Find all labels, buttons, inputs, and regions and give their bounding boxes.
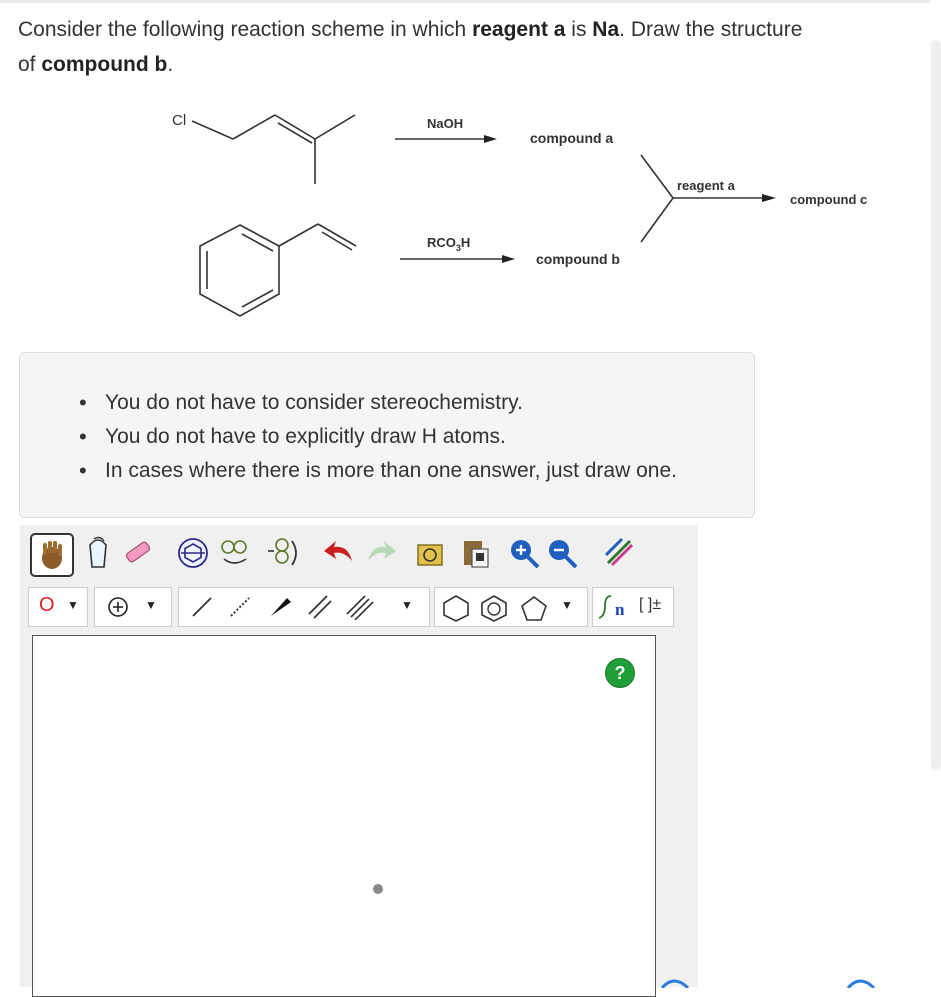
atom-label: O: [39, 594, 55, 616]
hashed-bond-icon[interactable]: [227, 594, 253, 620]
styrene-structure: [200, 224, 356, 316]
instruction-item: • You do not have to explicitly draw H atoms.: [105, 420, 677, 454]
naoh-label: NaOH: [427, 116, 464, 131]
arrow-naoh: [395, 135, 497, 143]
clipboard-icon[interactable]: [458, 535, 494, 571]
hand-tool-button[interactable]: [30, 533, 74, 577]
lasso-icon[interactable]: [84, 535, 112, 571]
editor-toolbar-bottom: [28, 581, 688, 631]
instructions-list: [105, 386, 677, 488]
integral-icon: [599, 594, 615, 620]
compound-c-label: compound c: [790, 192, 868, 207]
ring-tools: [434, 587, 588, 627]
compound-b-label: compound b: [536, 251, 620, 267]
double-bond-icon[interactable]: [307, 594, 333, 620]
single-bond-icon[interactable]: [189, 594, 215, 620]
instruction-item: • You do not have to consider stereochemistry.: [105, 386, 677, 420]
compound-a-label: compound a: [530, 130, 614, 146]
cyclohexane-icon[interactable]: [441, 594, 471, 622]
chloro-alkene-structure: [192, 115, 355, 184]
charge-selector[interactable]: [94, 587, 172, 627]
ring-template-icon[interactable]: [175, 535, 211, 571]
drawing-canvas[interactable]: [32, 635, 656, 997]
chain-icon[interactable]: [218, 535, 262, 571]
sn-label: n: [615, 600, 625, 619]
benzene-icon[interactable]: [479, 594, 509, 622]
structure-editor: [20, 525, 698, 987]
wedge-bond-icon[interactable]: [267, 594, 293, 620]
charge-bracket-button[interactable]: [ ]±: [639, 596, 662, 613]
atom-selector[interactable]: [28, 587, 88, 627]
zoom-out-icon[interactable]: [544, 535, 580, 571]
question-text: Consider the following reaction scheme in which reagent a is Na. Draw the structure of compound b.: [18, 18, 803, 76]
sn-group-button[interactable]: [599, 592, 635, 622]
hand-icon: [32, 535, 72, 575]
canvas-point: [373, 884, 383, 894]
instruction-item: • In cases where there is more than one answer, just draw one.: [105, 454, 677, 488]
arrow-rco3h: [400, 255, 515, 263]
reagent-a-label: reagent a: [677, 178, 735, 193]
bracket-group-icon[interactable]: [264, 535, 304, 571]
blue-marker-right: [846, 975, 876, 987]
instructions-box: [19, 352, 755, 518]
blue-marker-left: [660, 975, 690, 987]
reaction-scheme: [0, 90, 941, 340]
redo-icon[interactable]: [362, 535, 400, 571]
chevron-down-icon: ▼: [145, 598, 157, 612]
cyclopentane-icon[interactable]: [519, 594, 549, 622]
chevron-down-icon[interactable]: ▼: [401, 598, 413, 612]
triple-bond-icon[interactable]: [345, 594, 375, 620]
merge-bracket: [641, 155, 673, 242]
cl-label: Cl: [172, 112, 187, 129]
zoom-in-icon[interactable]: [506, 535, 542, 571]
clean-structure-icon[interactable]: [602, 535, 638, 571]
help-button[interactable]: ?: [605, 658, 635, 688]
eraser-icon[interactable]: [122, 537, 156, 567]
undo-icon[interactable]: [320, 535, 358, 571]
extra-tools: [592, 587, 674, 627]
plus-circle-icon: [107, 596, 129, 618]
rco3h-label: $RCO_3H$: [427, 235, 471, 253]
chevron-down-icon[interactable]: ▼: [561, 598, 573, 612]
chevron-down-icon: ▼: [67, 598, 79, 612]
top-divider: [0, 0, 930, 3]
template-icon[interactable]: [412, 535, 448, 571]
editor-toolbar-top: [30, 531, 670, 577]
arrow-reagent-a: [673, 194, 776, 202]
bond-tools: [178, 587, 430, 627]
